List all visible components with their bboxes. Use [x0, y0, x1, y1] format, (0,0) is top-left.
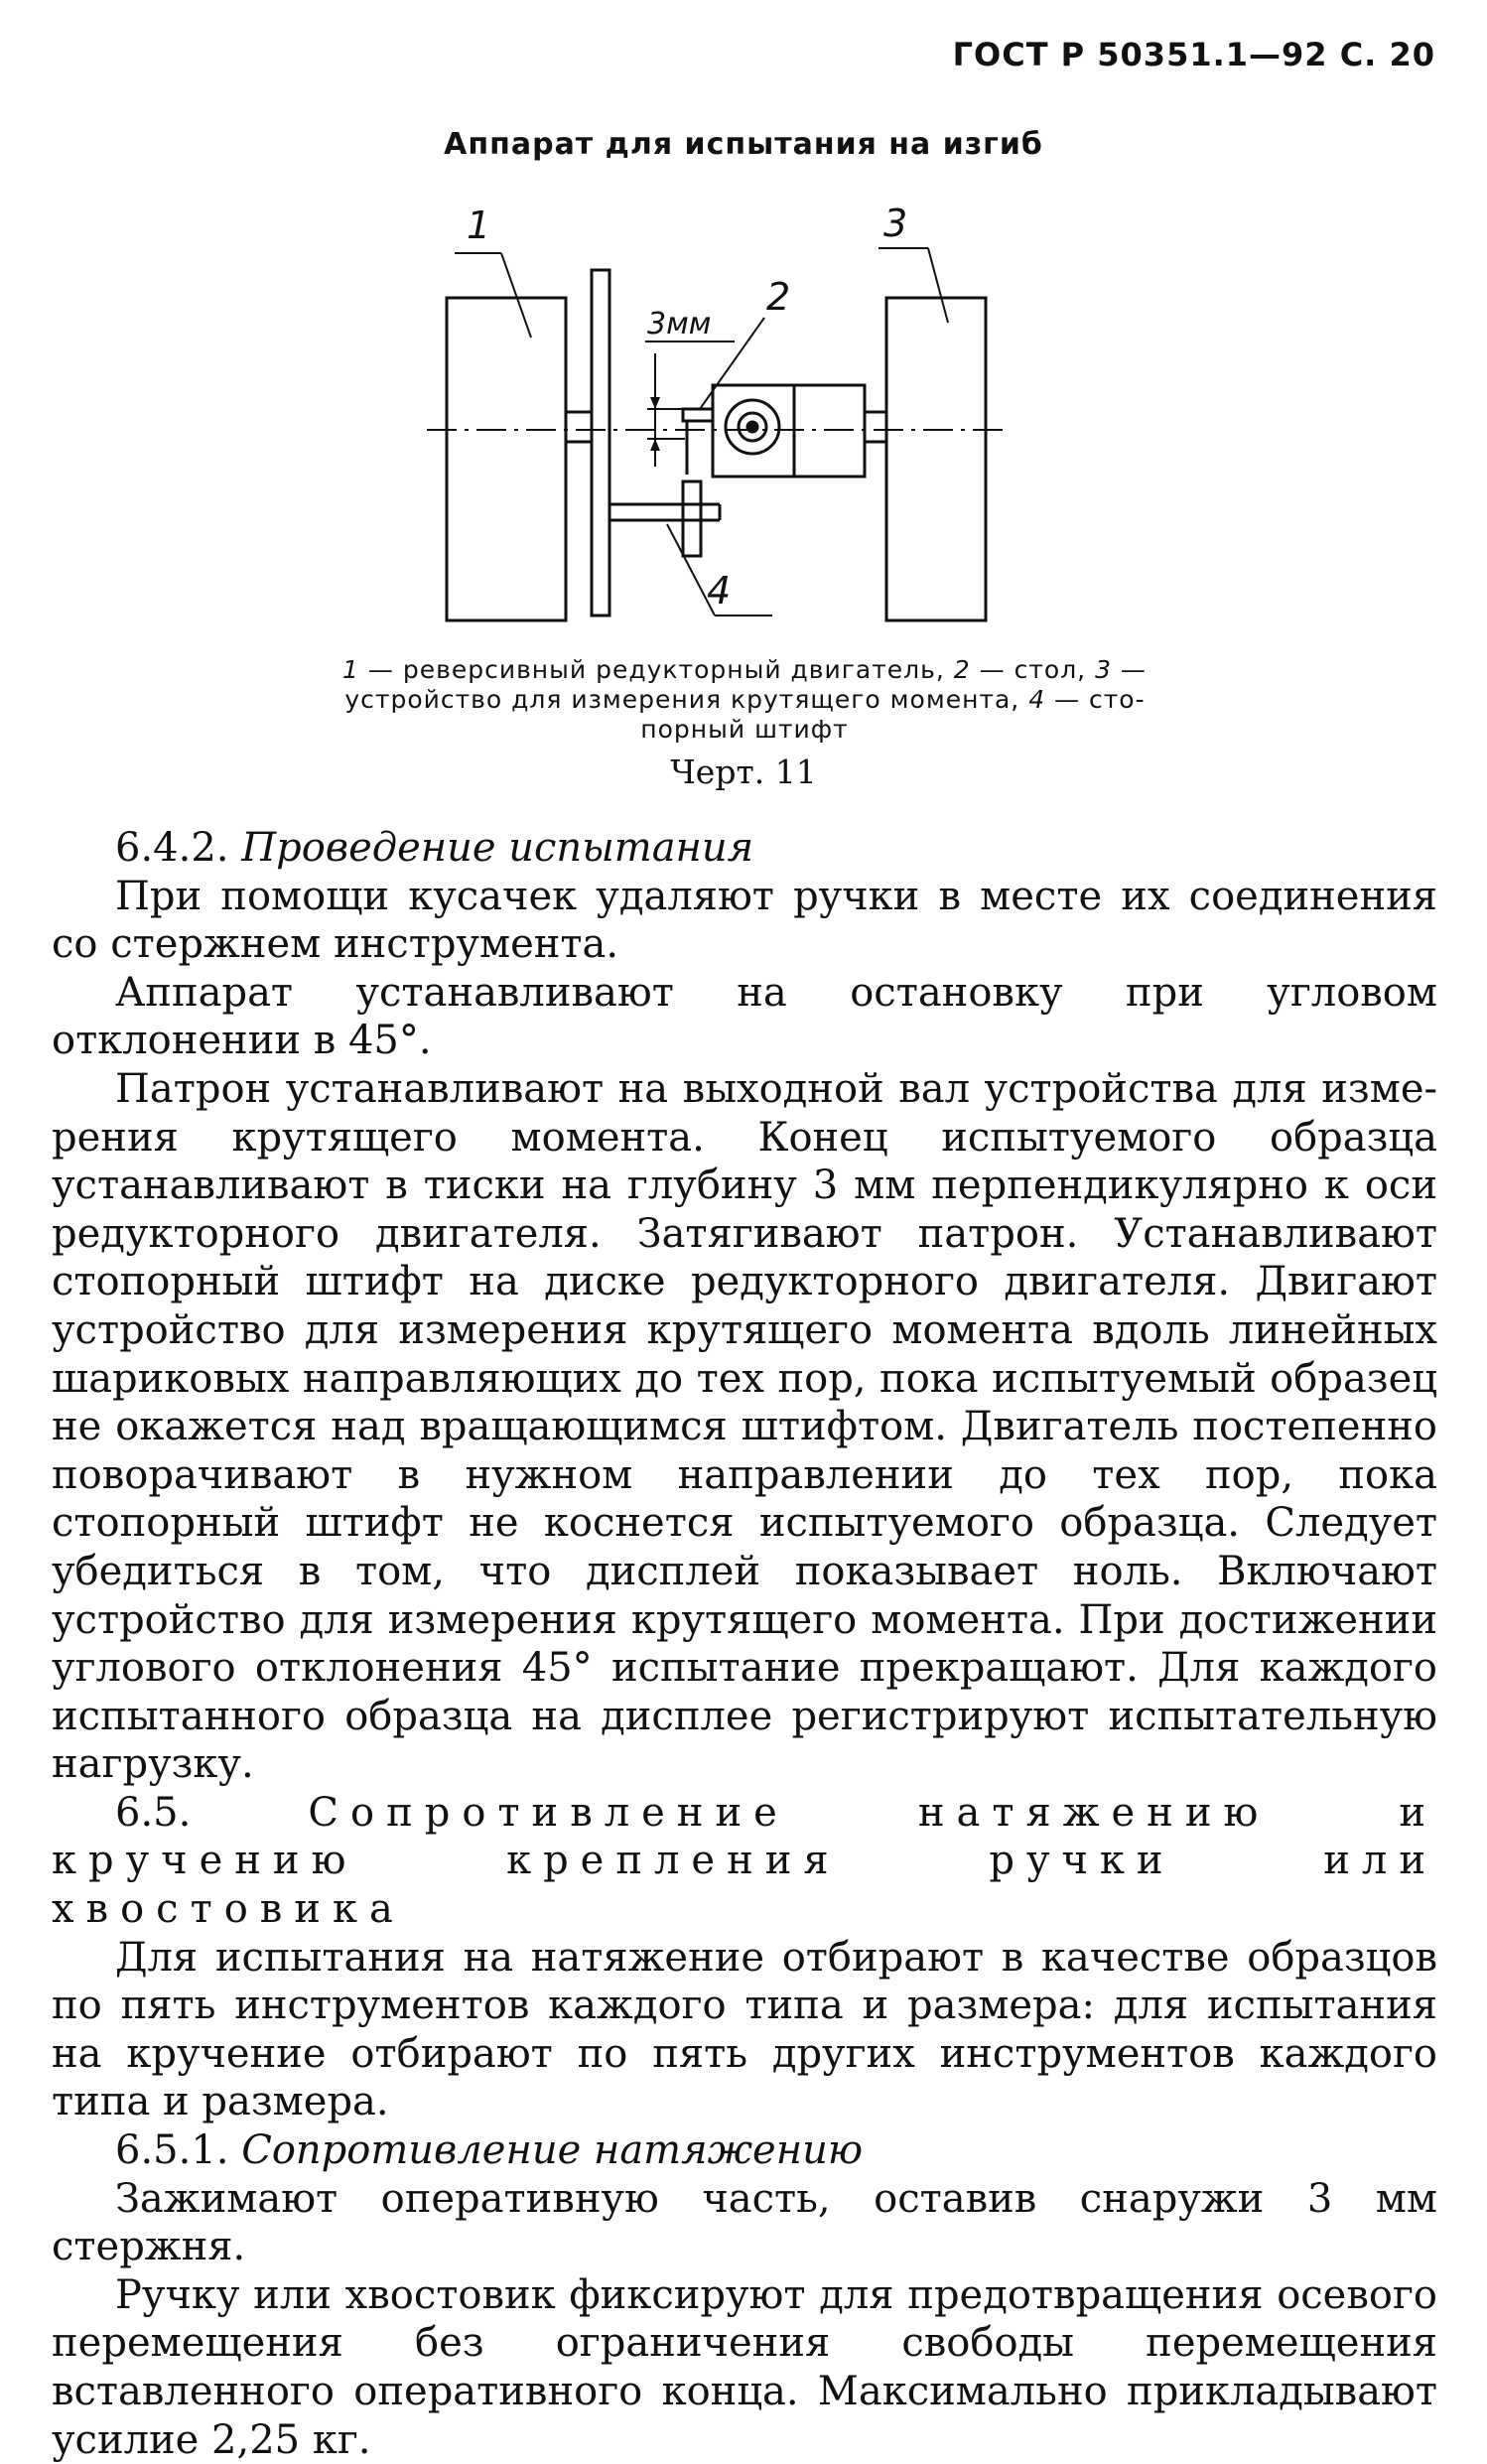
bending-apparatus-diagram	[0, 0, 1487, 655]
paragraph: Патрон устанавливают на выходной вал устройства для измерения крутящего момента. Конец испытуемого образца устанавливают в тиски на глубину 3 мм перпендикулярно к оси редукторного двигателя. Затягивают патрон. Устанавливают стопорный штифт на диске редукторного двигателя. Двигают устройство для измерения крутящего момента вдоль линейных шариковых направляющих до тех пор, пока испытуемый образец не окажется над вращающимся штифтом. Двигатель постепенно поворачивают в нужном направлении до тех пор, пока стопорный штифт не коснется испытуемого образца. Следует убедиться в том, что дисплей показывает ноль. Включают устройство для измерения крутящего момента. При достижении углового отклонения 45° испытание прекращают. Для каждого испытанного образца на дисплее регистрируют испытательную нагрузку.	[52, 1065, 1437, 1788]
figure-caption: 1 — реверсивный редукторный двигатель, 2 — стол, 3 — устройство для измерения крутящего момента, 4 — стопорный штифт	[342, 655, 1147, 744]
label-3: 3	[883, 202, 908, 245]
page-header: ГОСТ Р 50351.1—92 С. 20	[952, 36, 1435, 73]
section-heading-6-4-2: 6.4.2. Проведение испытания	[115, 825, 754, 871]
dim-3mm: 3мм	[647, 307, 712, 342]
label-2: 2	[766, 275, 791, 319]
disc-plate	[592, 270, 609, 616]
motor-block	[447, 298, 566, 620]
figure-title: Аппарат для испытания на изгиб	[444, 127, 1043, 162]
label-4: 4	[707, 569, 732, 613]
torque-device-block	[886, 298, 986, 620]
label-1: 1	[467, 204, 491, 247]
paragraph: Для испытания на натяжение отбирают в качестве образцов по пять инструментов каждого типа и размера: для испытания на кручение отбирают по пять других инструментов каждого типа и размера.	[52, 1934, 1437, 2125]
shaft	[566, 412, 592, 442]
paragraph: При помощи кусачек удаляют ручки в месте их соединения со стержнем инструмента.	[52, 873, 1437, 968]
paragraph: Ручку или хвостовик фиксируют для предотвращения осевого перемещения без ограничения свободы перемещения вставленного оперативного конца. Максимально прикладывают усилие 2,25 кг.	[52, 2271, 1437, 2463]
paragraph: Аппарат устанавливают на остановку при угловом отклонении в 45°.	[52, 969, 1437, 1064]
figure-number: Черт. 11	[670, 753, 817, 791]
section-heading-6-5-1: 6.5.1. Сопротивление натяжению	[115, 2127, 864, 2174]
section-heading-6-5: 6.5. Сопротивление натяжению и кручению крепления ручки или хвостовика	[52, 1789, 1438, 1933]
document-body	[52, 824, 1437, 2464]
paragraph: Зажимают оперативную часть, оставив снаружи 3 мм стержня.	[52, 2175, 1437, 2270]
